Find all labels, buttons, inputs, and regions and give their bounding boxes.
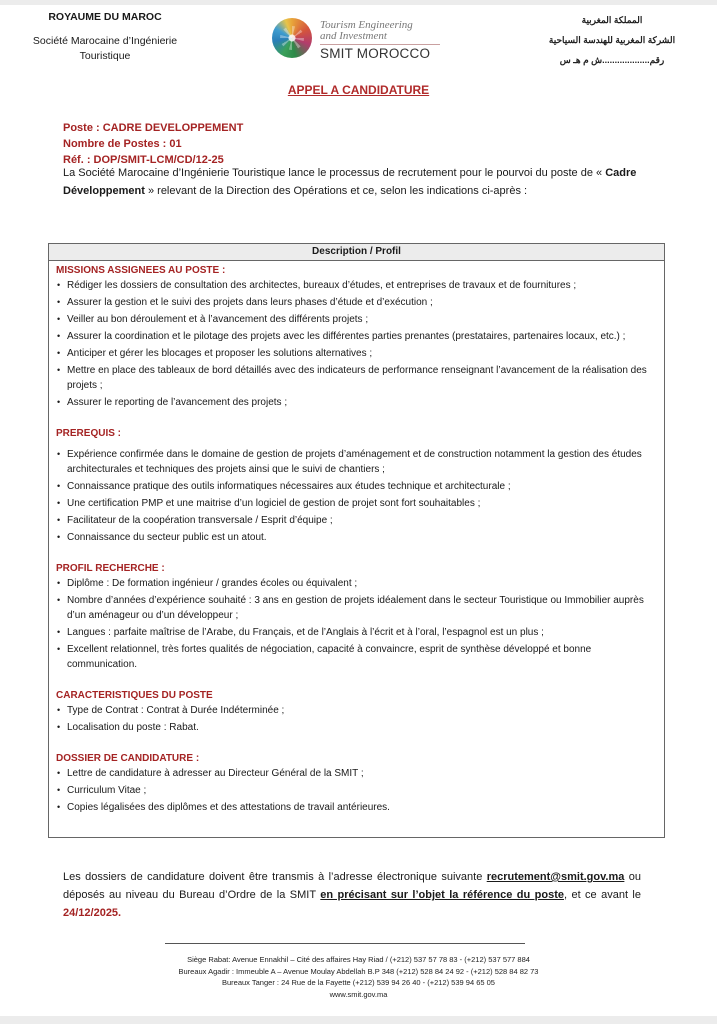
section-title-dossier: DOSSIER DE CANDIDATURE : (56, 753, 200, 764)
profil-list (56, 576, 658, 672)
list-item: • Copies légalisées des diplômes et des attestations de travail antérieures. (56, 800, 658, 815)
list-item: • Veiller au bon déroulement et à l’avancement des différents projets ; (56, 312, 658, 327)
logo-tagline-1: Tourism Engineering (320, 19, 413, 31)
outro-text-3: , et ce avant le (563, 889, 641, 901)
footer-address-rabat: Siège Rabat: Avenue Ennakhil – Cité des affaires Hay Riad / (+212) 537 57 78 83 - (+212) 537 577 884 (187, 955, 530, 964)
spacer (56, 737, 658, 751)
outro-text-1: Les dossiers de candidature doivent être transmis à l’adresse électronique suivante (63, 871, 487, 883)
deadline-date: 24/12/2025. (63, 907, 122, 919)
footer-divider (165, 943, 525, 944)
logo-name: SMIT MOROCCO (320, 46, 431, 61)
footer-address-agadir: Bureaux Agadir : Immeuble A – Avenue Moulay Abdellah B.P 348 (+212) 528 84 24 92 - (+212) 528 84 82 73 (178, 966, 539, 976)
list-item: • Connaissance pratique des outils informatiques nécessaires aux études technique et architecturale ; (56, 479, 658, 494)
list-item: • Connaissance du secteur public est un atout. (56, 530, 658, 545)
section-title-profil: PROFIL RECHERCHE : (56, 563, 165, 574)
position-count: Nombre de Postes : 01 (63, 138, 182, 150)
list-item: • Localisation du poste : Rabat. (56, 720, 658, 735)
recruitment-email-link[interactable]: recrutement@smit.gov.ma (486, 871, 625, 883)
list-item: • Assurer le reporting de l’avancement des projets ; (56, 395, 658, 410)
intro-text-before: La Société Marocaine d’Ingénierie Touristique lance le processus de recrutement pour le pourvoi du poste de « (63, 167, 606, 179)
top-margin-band (0, 0, 717, 5)
list-item: • Anticiper et gérer les blocages et proposer les solutions alternatives ; (56, 346, 658, 361)
country-label-arabic: المملكة المغربية (581, 15, 643, 25)
spacer (56, 412, 658, 426)
section-title-prerequis: PREREQUIS : (56, 428, 122, 439)
smit-logo (270, 16, 445, 66)
outro-text-2: ou déposés au niveau du Bureau d’Ordre de la SMIT (63, 871, 641, 901)
list-item: • Diplôme : De formation ingénieur / grandes écoles ou équivalent ; (56, 576, 658, 591)
table-header: Description / Profil (49, 244, 664, 261)
list-item: • Langues : parfaite maîtrise de l’Arabe, du Français, et de l’Anglais à l’écrit et à l’oral, l’espagnol est un plus ; (56, 625, 658, 640)
company-name-line1: Société Marocaine d’Ingénierie (32, 35, 178, 47)
caracteristiques-list (56, 703, 658, 735)
dossier-list (56, 766, 658, 815)
reference-number-arabic: رقم...................ش م هـ س (559, 55, 665, 65)
page-title-text: APPEL A CANDIDATURE (287, 83, 430, 97)
position-name: Poste : CADRE DEVELOPPEMENT (63, 122, 244, 134)
list-item: • Lettre de candidature à adresser au Directeur Général de la SMIT ; (56, 766, 658, 781)
list-item: • Facilitateur de la coopération transversale / Esprit d’équipe ; (56, 513, 658, 528)
position-meta (63, 120, 243, 168)
footer-website-link[interactable]: www.smit.gov.ma (329, 989, 388, 999)
spacer (56, 547, 658, 561)
intro-paragraph (63, 164, 693, 200)
application-instructions (63, 868, 641, 922)
logo-tagline-2: and Investment (320, 30, 387, 42)
intro-text-after: » relevant de la Direction des Opérations et ce, selon les indications ci-après : (144, 185, 528, 197)
intro-position-bold: Cadre Développement (63, 167, 637, 197)
spacer (56, 674, 658, 688)
position-reference: Réf. : DOP/SMIT-LCM/CD/12-25 (63, 154, 224, 166)
header-left-block (10, 10, 200, 64)
missions-list (56, 278, 658, 410)
section-title-missions: MISSIONS ASSIGNEES AU POSTE : (56, 265, 226, 276)
bottom-margin-band (0, 1016, 717, 1024)
list-item: • Rédiger les dossiers de consultation des architectes, bureaux d’études, et entreprises de travaux et de fournitures ; (56, 278, 658, 293)
list-item: • Une certification PMP et une maitrise d’un logiciel de gestion de projet sont fort souhaitables ; (56, 496, 658, 511)
list-item: • Type de Contrat : Contrat à Durée Indéterminée ; (56, 703, 658, 718)
header-right-block-arabic (517, 10, 707, 70)
prerequis-list (56, 447, 658, 545)
outro-emphasis: en précisant sur l’objet la référence du poste (320, 889, 564, 901)
table-body (49, 261, 664, 815)
list-item: • Assurer la gestion et le suivi des projets dans leurs phases d’étude et d’exécution ; (56, 295, 658, 310)
page-title (0, 83, 717, 97)
list-item: • Assurer la coordination et le pilotage des projets avec les différentes parties prenantes (prestataires, partenaires locaux, etc.) ; (56, 329, 658, 344)
company-name-line2: Touristique (79, 50, 131, 62)
list-item: • Excellent relationnel, très fortes qualités de négociation, capacité à convaincre, esprit de synthèse développé et bonne communication. (56, 642, 658, 672)
footer-address-tanger: Bureaux Tanger : 24 Rue de la Fayette (+212) 539 94 26 40 - (+212) 539 94 65 05 (222, 978, 495, 987)
footer-addresses (0, 954, 717, 1000)
description-profile-table (48, 243, 665, 838)
company-name-arabic: الشركة المغربية للهندسة السياحية (548, 35, 676, 45)
smit-emblem-icon (272, 18, 312, 58)
list-item: • Mettre en place des tableaux de bord détaillés avec des indicateurs de performance renseignant l’avancement de la réalisation des projets ; (56, 363, 658, 393)
section-title-caracteristiques: CARACTERISTIQUES DU POSTE (56, 690, 213, 701)
country-label: ROYAUME DU MAROC (48, 11, 162, 23)
logo-divider (320, 44, 440, 45)
list-item: • Nombre d’années d’expérience souhaité : 3 ans en gestion de projets idéalement dans le secteur Touristique ou Immobilier auprès d’un aménageur ou d’un développeur ; (56, 593, 658, 623)
list-item: • Curriculum Vitae ; (56, 783, 658, 798)
list-item: • Expérience confirmée dans le domaine de gestion de projets d’aménagement et de construction notamment la gestion des études architecturales et techniques des projets ainsi que le suivi de chantiers ; (56, 447, 658, 477)
